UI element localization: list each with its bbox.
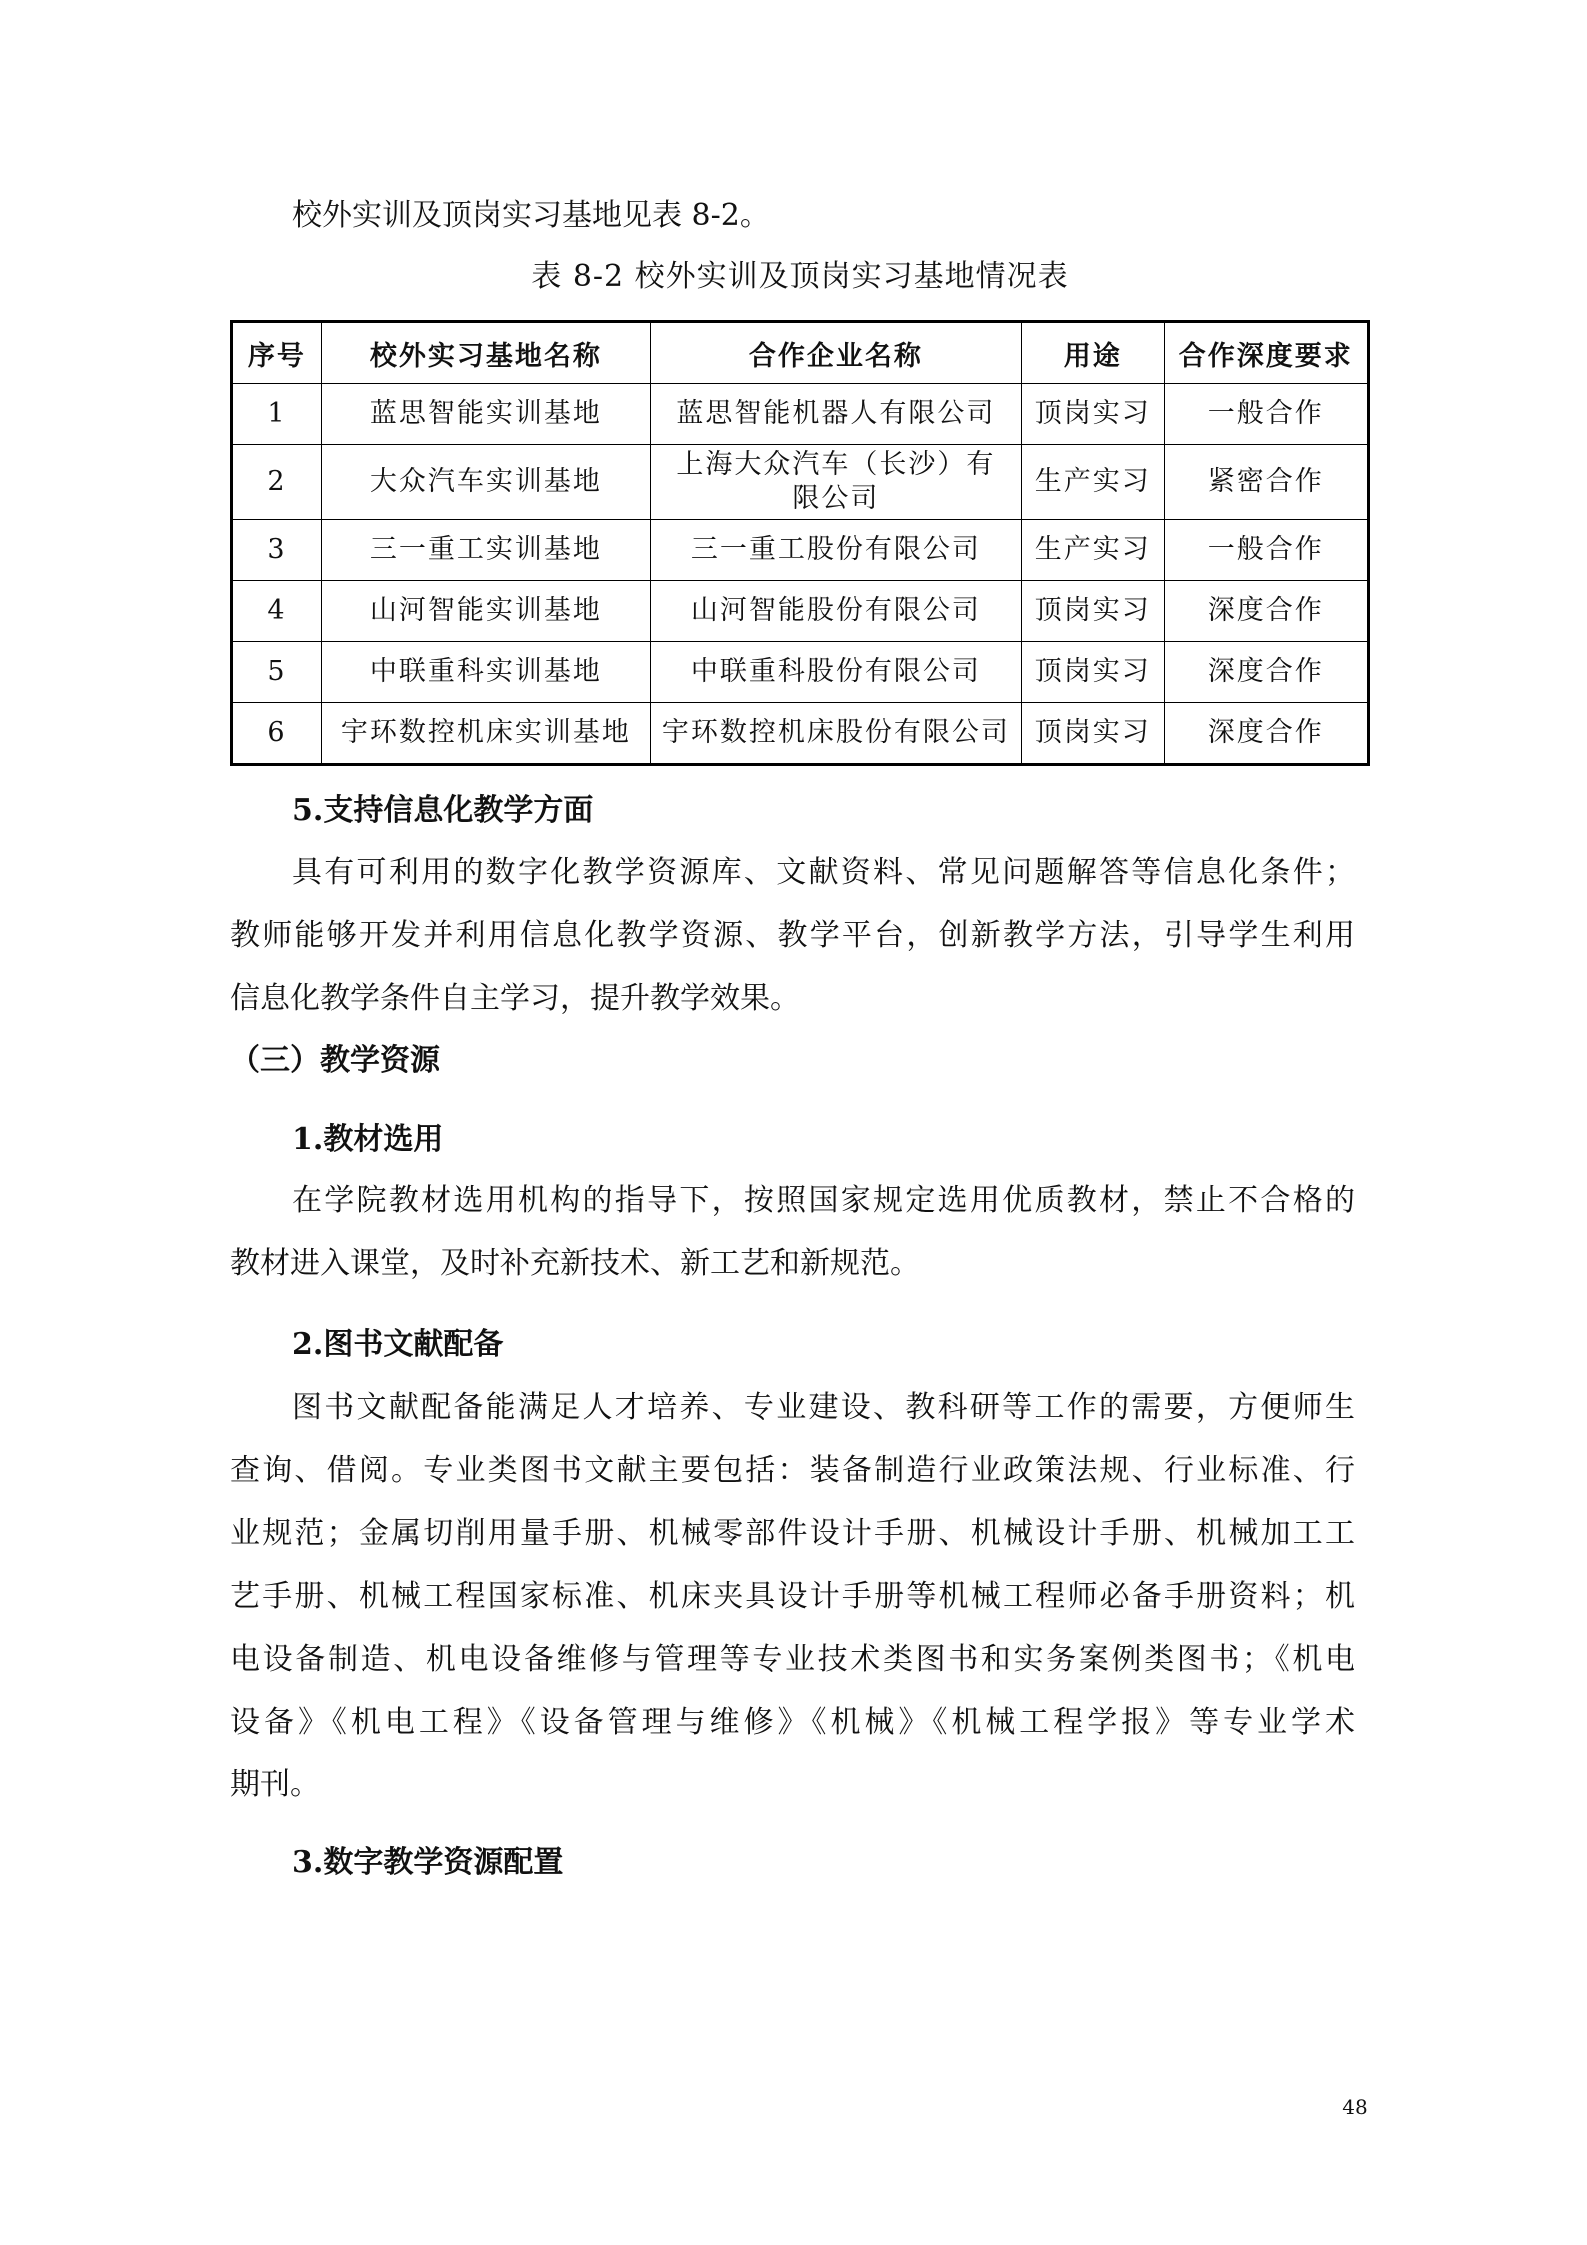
- cell-company: 三一重工股份有限公司: [650, 520, 1021, 581]
- section5-line: 教师能够开发并利用信息化教学资源、教学平台，创新教学方法，引导学生利用: [230, 918, 1355, 953]
- sub2-line: 艺手册、机械工程国家标准、机床夹具设计手册等机械工程师必备手册资料；机: [230, 1579, 1355, 1614]
- cell-company: 中联重科股份有限公司: [650, 642, 1021, 703]
- cell-depth: 紧密合作: [1164, 445, 1368, 520]
- cell-base-name: 宇环数控机床实训基地: [321, 703, 650, 765]
- table-row: [232, 581, 1369, 642]
- cell-base-name: 山河智能实训基地: [321, 581, 650, 642]
- cell-company: 上海大众汽车（长沙）有限公司: [650, 445, 1021, 520]
- table-caption: 表 8-2 校外实训及顶岗实习基地情况表: [531, 259, 1069, 294]
- training-base-table: [230, 320, 1370, 766]
- cell-depth: 深度合作: [1164, 703, 1368, 765]
- table-row: [232, 445, 1369, 520]
- sub2-line: 期刊。: [230, 1767, 320, 1802]
- sub2-line: 设备》《机电工程》《设备管理与维修》《机械》《机械工程学报》等专业学术: [230, 1705, 1355, 1740]
- cell-index: 5: [232, 642, 322, 703]
- cell-index: 1: [232, 384, 322, 445]
- sub1-heading: 1.教材选用: [292, 1122, 444, 1157]
- cell-company: 山河智能股份有限公司: [650, 581, 1021, 642]
- header-usage: 用途: [1021, 322, 1164, 384]
- cell-usage: 顶岗实习: [1021, 642, 1164, 703]
- intro-paragraph: 校外实训及顶岗实习基地见表 8-2。: [292, 198, 770, 233]
- cell-depth: 一般合作: [1164, 384, 1368, 445]
- header-depth: 合作深度要求: [1164, 322, 1368, 384]
- sub2-heading: 2.图书文献配备: [292, 1327, 504, 1362]
- section5-line: 具有可利用的数字化教学资源库、文献资料、常见问题解答等信息化条件；: [292, 855, 1355, 890]
- cell-base-name: 三一重工实训基地: [321, 520, 650, 581]
- cell-depth: 一般合作: [1164, 520, 1368, 581]
- header-company: 合作企业名称: [650, 322, 1021, 384]
- page-number: 48: [1342, 2095, 1368, 2119]
- cell-index: 2: [232, 445, 322, 520]
- sub3-heading: 3.数字教学资源配置: [292, 1845, 564, 1880]
- cell-usage: 顶岗实习: [1021, 703, 1164, 765]
- cell-index: 6: [232, 703, 322, 765]
- table-row: [232, 384, 1369, 445]
- cell-depth: 深度合作: [1164, 581, 1368, 642]
- table-row: [232, 703, 1369, 765]
- table-header-row: [232, 322, 1369, 384]
- sub1-line: 教材进入课堂，及时补充新技术、新工艺和新规范。: [230, 1246, 920, 1281]
- cell-company: 宇环数控机床股份有限公司: [650, 703, 1021, 765]
- section3-heading: （三）教学资源: [230, 1043, 440, 1078]
- cell-index: 4: [232, 581, 322, 642]
- cell-usage: 顶岗实习: [1021, 384, 1164, 445]
- header-base-name: 校外实习基地名称: [321, 322, 650, 384]
- cell-depth: 深度合作: [1164, 642, 1368, 703]
- cell-base-name: 蓝思智能实训基地: [321, 384, 650, 445]
- sub1-line: 在学院教材选用机构的指导下，按照国家规定选用优质教材，禁止不合格的: [292, 1183, 1355, 1218]
- sub2-line: 电设备制造、机电设备维修与管理等专业技术类图书和实务案例类图书；《机电: [230, 1642, 1355, 1677]
- sub2-line: 图书文献配备能满足人才培养、专业建设、教科研等工作的需要，方便师生: [292, 1390, 1355, 1425]
- cell-usage: 顶岗实习: [1021, 581, 1164, 642]
- cell-company: 蓝思智能机器人有限公司: [650, 384, 1021, 445]
- sub2-line: 查询、借阅。专业类图书文献主要包括：装备制造行业政策法规、行业标准、行: [230, 1453, 1355, 1488]
- cell-usage: 生产实习: [1021, 520, 1164, 581]
- table-row: [232, 642, 1369, 703]
- table-row: [232, 520, 1369, 581]
- cell-index: 3: [232, 520, 322, 581]
- cell-base-name: 中联重科实训基地: [321, 642, 650, 703]
- section5-heading: 5.支持信息化教学方面: [292, 793, 594, 828]
- cell-base-name: 大众汽车实训基地: [321, 445, 650, 520]
- header-index: 序号: [232, 322, 322, 384]
- sub2-line: 业规范；金属切削用量手册、机械零部件设计手册、机械设计手册、机械加工工: [230, 1516, 1355, 1551]
- cell-usage: 生产实习: [1021, 445, 1164, 520]
- section5-line: 信息化教学条件自主学习，提升教学效果。: [230, 981, 800, 1016]
